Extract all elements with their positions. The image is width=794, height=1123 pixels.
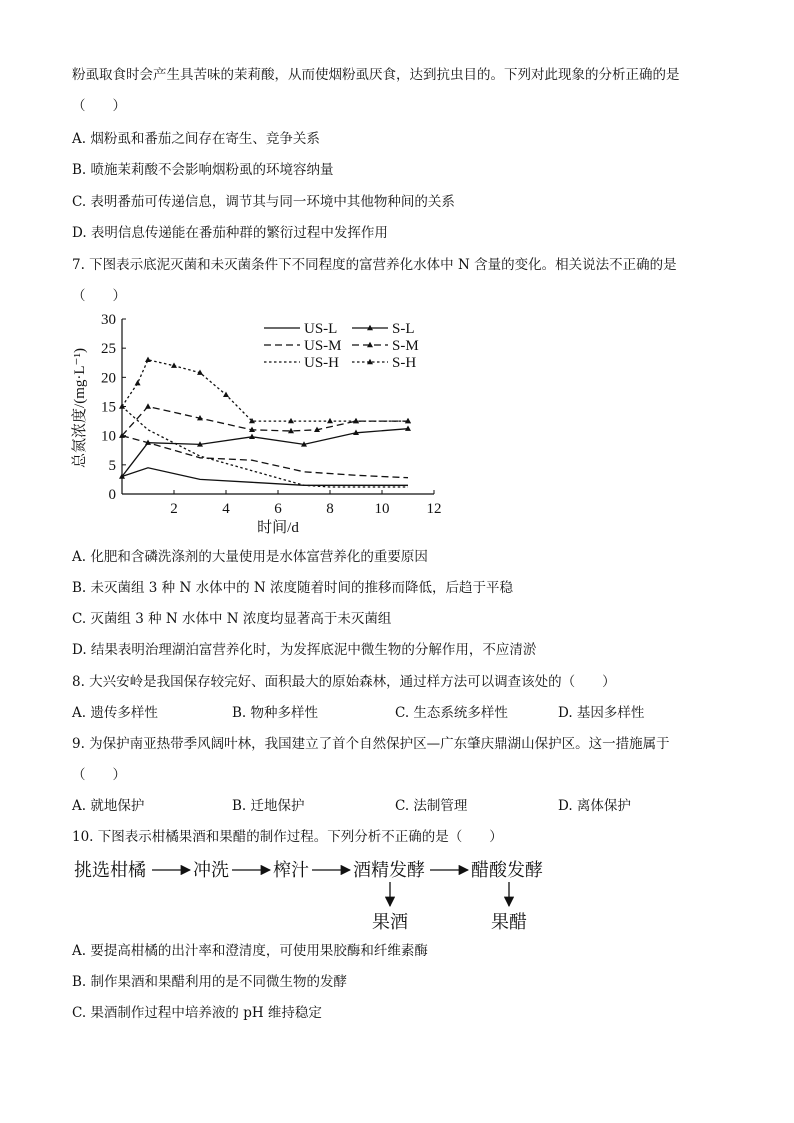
marker-s-l [249, 434, 255, 439]
x-tick-label: 10 [374, 501, 390, 517]
marker-s-h [135, 380, 141, 385]
q9-paren: （ ） [72, 767, 126, 783]
y-axis-label: 总氮浓度/(mg·L⁻¹) [72, 348, 88, 468]
q10-option-b: B. 制作果酒和果醋利用的是不同微生物的发酵 [72, 974, 348, 990]
q10-option-a: A. 要提高柑橘的出汁率和澄清度，可使用果胶酶和纤维素酶 [72, 943, 428, 959]
q6-option-c: C. 表明番茄可传递信息，调节其与同一环境中其他物种间的关系 [72, 194, 455, 210]
x-tick-label: 6 [274, 501, 282, 517]
q9-option-c: C. 法制管理 [395, 798, 468, 814]
y-tick-label: 10 [101, 428, 116, 445]
q7-line-chart [60, 308, 460, 540]
q9-option-b: B. 迁地保护 [232, 798, 305, 814]
legend-label-s-h: S-H [392, 355, 417, 371]
q7-option-c: C. 灭菌组 3 种 N 水体中 N 浓度均显著高于未灭菌组 [72, 611, 392, 627]
marker-s-h [171, 362, 177, 367]
q8-options [72, 704, 712, 722]
marker-s-h [145, 357, 151, 362]
y-tick-label: 5 [108, 457, 116, 474]
q8-option-a: A. 遗传多样性 [72, 705, 158, 721]
marker-s-h [327, 418, 333, 423]
flow-product-vinegar: 果醋 [491, 912, 527, 932]
q10-option-c: C. 果酒制作过程中培养液的 pH 维持稳定 [72, 1005, 322, 1021]
flow-step-alcohol-fermentation: 酒精发酵 [353, 860, 425, 880]
y-tick-label: 20 [101, 370, 116, 387]
x-axis-label: 时间/d [257, 520, 299, 536]
x-tick-label: 8 [326, 501, 334, 517]
q9-stem: 9. 为保护南亚热带季风阔叶林，我国建立了首个自然保护区—广东肇庆鼎湖山保护区。这一措施属于 [72, 736, 670, 752]
q8-option-d: D. 基因多样性 [558, 705, 645, 721]
q6-paren: （ ） [72, 98, 126, 114]
q7-option-a: A. 化肥和含磷洗涤剂的大量使用是水体富营养化的重要原因 [72, 549, 428, 565]
q7-option-d: D. 结果表明治理湖泊富营养化时，为发挥底泥中微生物的分解作用，不应清淤 [72, 642, 537, 658]
marker-s-l [405, 425, 411, 430]
q10-stem: 10. 下图表示柑橘果酒和果醋的制作过程。下列分析不正确的是（ ） [72, 829, 503, 845]
y-tick-label: 15 [101, 399, 116, 416]
legend-label-us-m: US-M [304, 338, 342, 354]
flow-step-juice: 榨汁 [273, 860, 309, 880]
q9-option-d: D. 离体保护 [558, 798, 631, 814]
q6-stem: 粉虱取食时会产生具苦味的茉莉酸，从而使烟粉虱厌食，达到抗虫目的。下列对此现象的分析正确的是 [72, 67, 680, 83]
flow-step-select: 挑选柑橘 [74, 860, 146, 880]
legend-label-us-h: US-H [304, 355, 340, 371]
series-line-s-l [122, 429, 408, 477]
q7-paren: （ ） [72, 288, 126, 304]
flow-step-acetic-fermentation: 醋酸发酵 [471, 860, 543, 880]
legend-label-s-l: S-L [392, 321, 415, 337]
x-tick-label: 12 [426, 501, 442, 517]
series-line-us-l [122, 468, 408, 486]
flow-product-wine: 果酒 [372, 912, 408, 932]
marker-s-m [145, 403, 151, 408]
flow-step-rinse: 冲洗 [193, 860, 229, 880]
q8-option-c: C. 生态系统多样性 [395, 705, 508, 721]
x-tick-label: 4 [222, 501, 230, 517]
y-tick-label: 30 [101, 312, 116, 328]
q9-option-a: A. 就地保护 [72, 798, 145, 814]
q6-option-a: A. 烟粉虱和番茄之间存在寄生、竞争关系 [72, 131, 320, 147]
q8-stem: 8. 大兴安岭是我国保存较完好、面积最大的原始森林，通过样方法可以调查该处的（ ） [72, 674, 616, 690]
q7-stem: 7. 下图表示底泥灭菌和未灭菌条件下不同程度的富营养化水体中 N 含量的变化。相关说法不正确的是 [72, 257, 677, 273]
q10-flow-diagram [72, 850, 632, 935]
q6-option-d: D. 表明信息传递能在番茄种群的繁衍过程中发挥作用 [72, 225, 388, 241]
q7-option-b: B. 未灭菌组 3 种 N 水体中的 N 浓度随着时间的推移而降低，后趋于平稳 [72, 580, 513, 596]
legend-label-us-l: US-L [304, 321, 338, 337]
series-line-us-h [122, 407, 408, 488]
marker-s-h [223, 392, 229, 397]
q6-option-b: B. 喷施茉莉酸不会影响烟粉虱的环境容纳量 [72, 162, 334, 178]
x-tick-label: 2 [170, 501, 178, 517]
q8-option-b: B. 物种多样性 [232, 705, 319, 721]
q9-options [72, 797, 712, 815]
y-tick-label: 25 [101, 341, 116, 358]
legend-label-s-m: S-M [392, 338, 419, 354]
series-line-s-h [122, 360, 408, 421]
y-tick-label: 0 [108, 487, 116, 503]
